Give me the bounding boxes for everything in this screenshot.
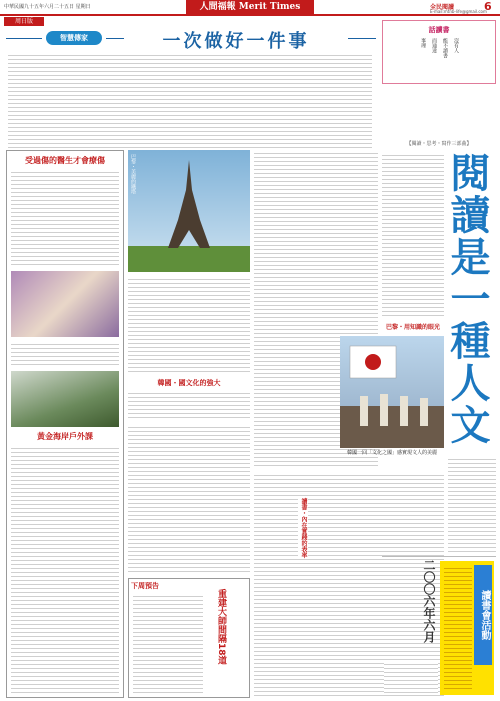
masthead: [0, 0, 500, 16]
banner-title: 一次做好一件事: [162, 31, 310, 52]
reading-quote-title: 話讀書: [428, 26, 450, 34]
sidebar-text-1: [11, 169, 119, 267]
column-banner: [6, 27, 376, 52]
middle-text-1: [128, 276, 250, 372]
reading-quote-lines: [383, 38, 495, 58]
month-text: [384, 661, 438, 695]
reading-quote-box: [382, 20, 496, 84]
korea-photo: [340, 336, 444, 448]
sidebar-title-1: 受過傷的醫生才會療傷: [25, 156, 105, 165]
contact-email[interactable]: E-mail:mtnb-life@gmail.com: [430, 9, 487, 14]
korea-flag-icon: [340, 336, 444, 448]
big-title: 閱讀是一種人文: [444, 152, 491, 446]
section-header: 【閱讀・思考・寫作三部曲】: [406, 141, 472, 147]
right-text-top: [382, 152, 444, 318]
month-title: 二〇〇六年六月: [422, 559, 436, 643]
page-number: 6: [484, 0, 492, 13]
banner-rule-right: [348, 38, 376, 39]
quote-line: 事理: [420, 38, 426, 48]
sidebar-title-2: 黃金海岸戶外課: [37, 432, 93, 441]
banner-label: 智慧傳家: [46, 31, 102, 45]
sidebar-text-2: [11, 445, 119, 693]
quote-line: 能不讀書: [442, 38, 448, 58]
preview-text: [133, 593, 203, 693]
left-sidebar: [6, 150, 124, 698]
right-subheading-2: 讀書・內在實踐的表率: [300, 498, 307, 558]
middle-heading-block: [128, 376, 250, 420]
issue-date: 中華民國九十五年六月二十五日 星期日: [4, 4, 91, 10]
korea-photo-caption: 韓國一回「文化之國」感實現文人的美麗: [346, 450, 437, 456]
middle-heading: 韓國・國文化的強大: [157, 379, 221, 387]
sidebar-photo-1: [11, 271, 119, 337]
middle-text-2: [128, 424, 250, 574]
far-right-text: [448, 456, 496, 552]
middle-heading-text: [128, 390, 250, 420]
events-area: [382, 556, 496, 698]
event-title: 讀書會活動: [474, 565, 492, 665]
preview-title: 重建大師間隔18道: [216, 589, 226, 665]
sidebar-text-1b: [11, 341, 119, 367]
newspaper-logo[interactable]: 人間福報 Merit Times: [186, 0, 314, 14]
section-name: 全民閱讀: [430, 4, 455, 11]
quote-line: 而通達: [431, 38, 437, 53]
events-panel: [440, 561, 494, 695]
eiffel-photo: [128, 150, 250, 272]
quote-line: 沒有人: [453, 38, 459, 53]
photo-caption: 巴黎・美麗的鐵塔: [130, 154, 136, 194]
events-text: [444, 565, 472, 691]
preview-label: 下周預告: [131, 582, 159, 590]
sidebar-photo-2: [11, 371, 119, 427]
preview-box: [128, 578, 250, 698]
column-badge: 周日版: [4, 17, 44, 26]
banner-rule-mid: [106, 38, 124, 39]
sub-heading-text: 巴黎・用知識的眼光: [385, 324, 440, 331]
eiffel-tower-icon: [128, 150, 250, 272]
right-subheading-1: [382, 322, 444, 336]
banner-rule-left: [6, 38, 42, 39]
column-body-text: [8, 52, 372, 148]
